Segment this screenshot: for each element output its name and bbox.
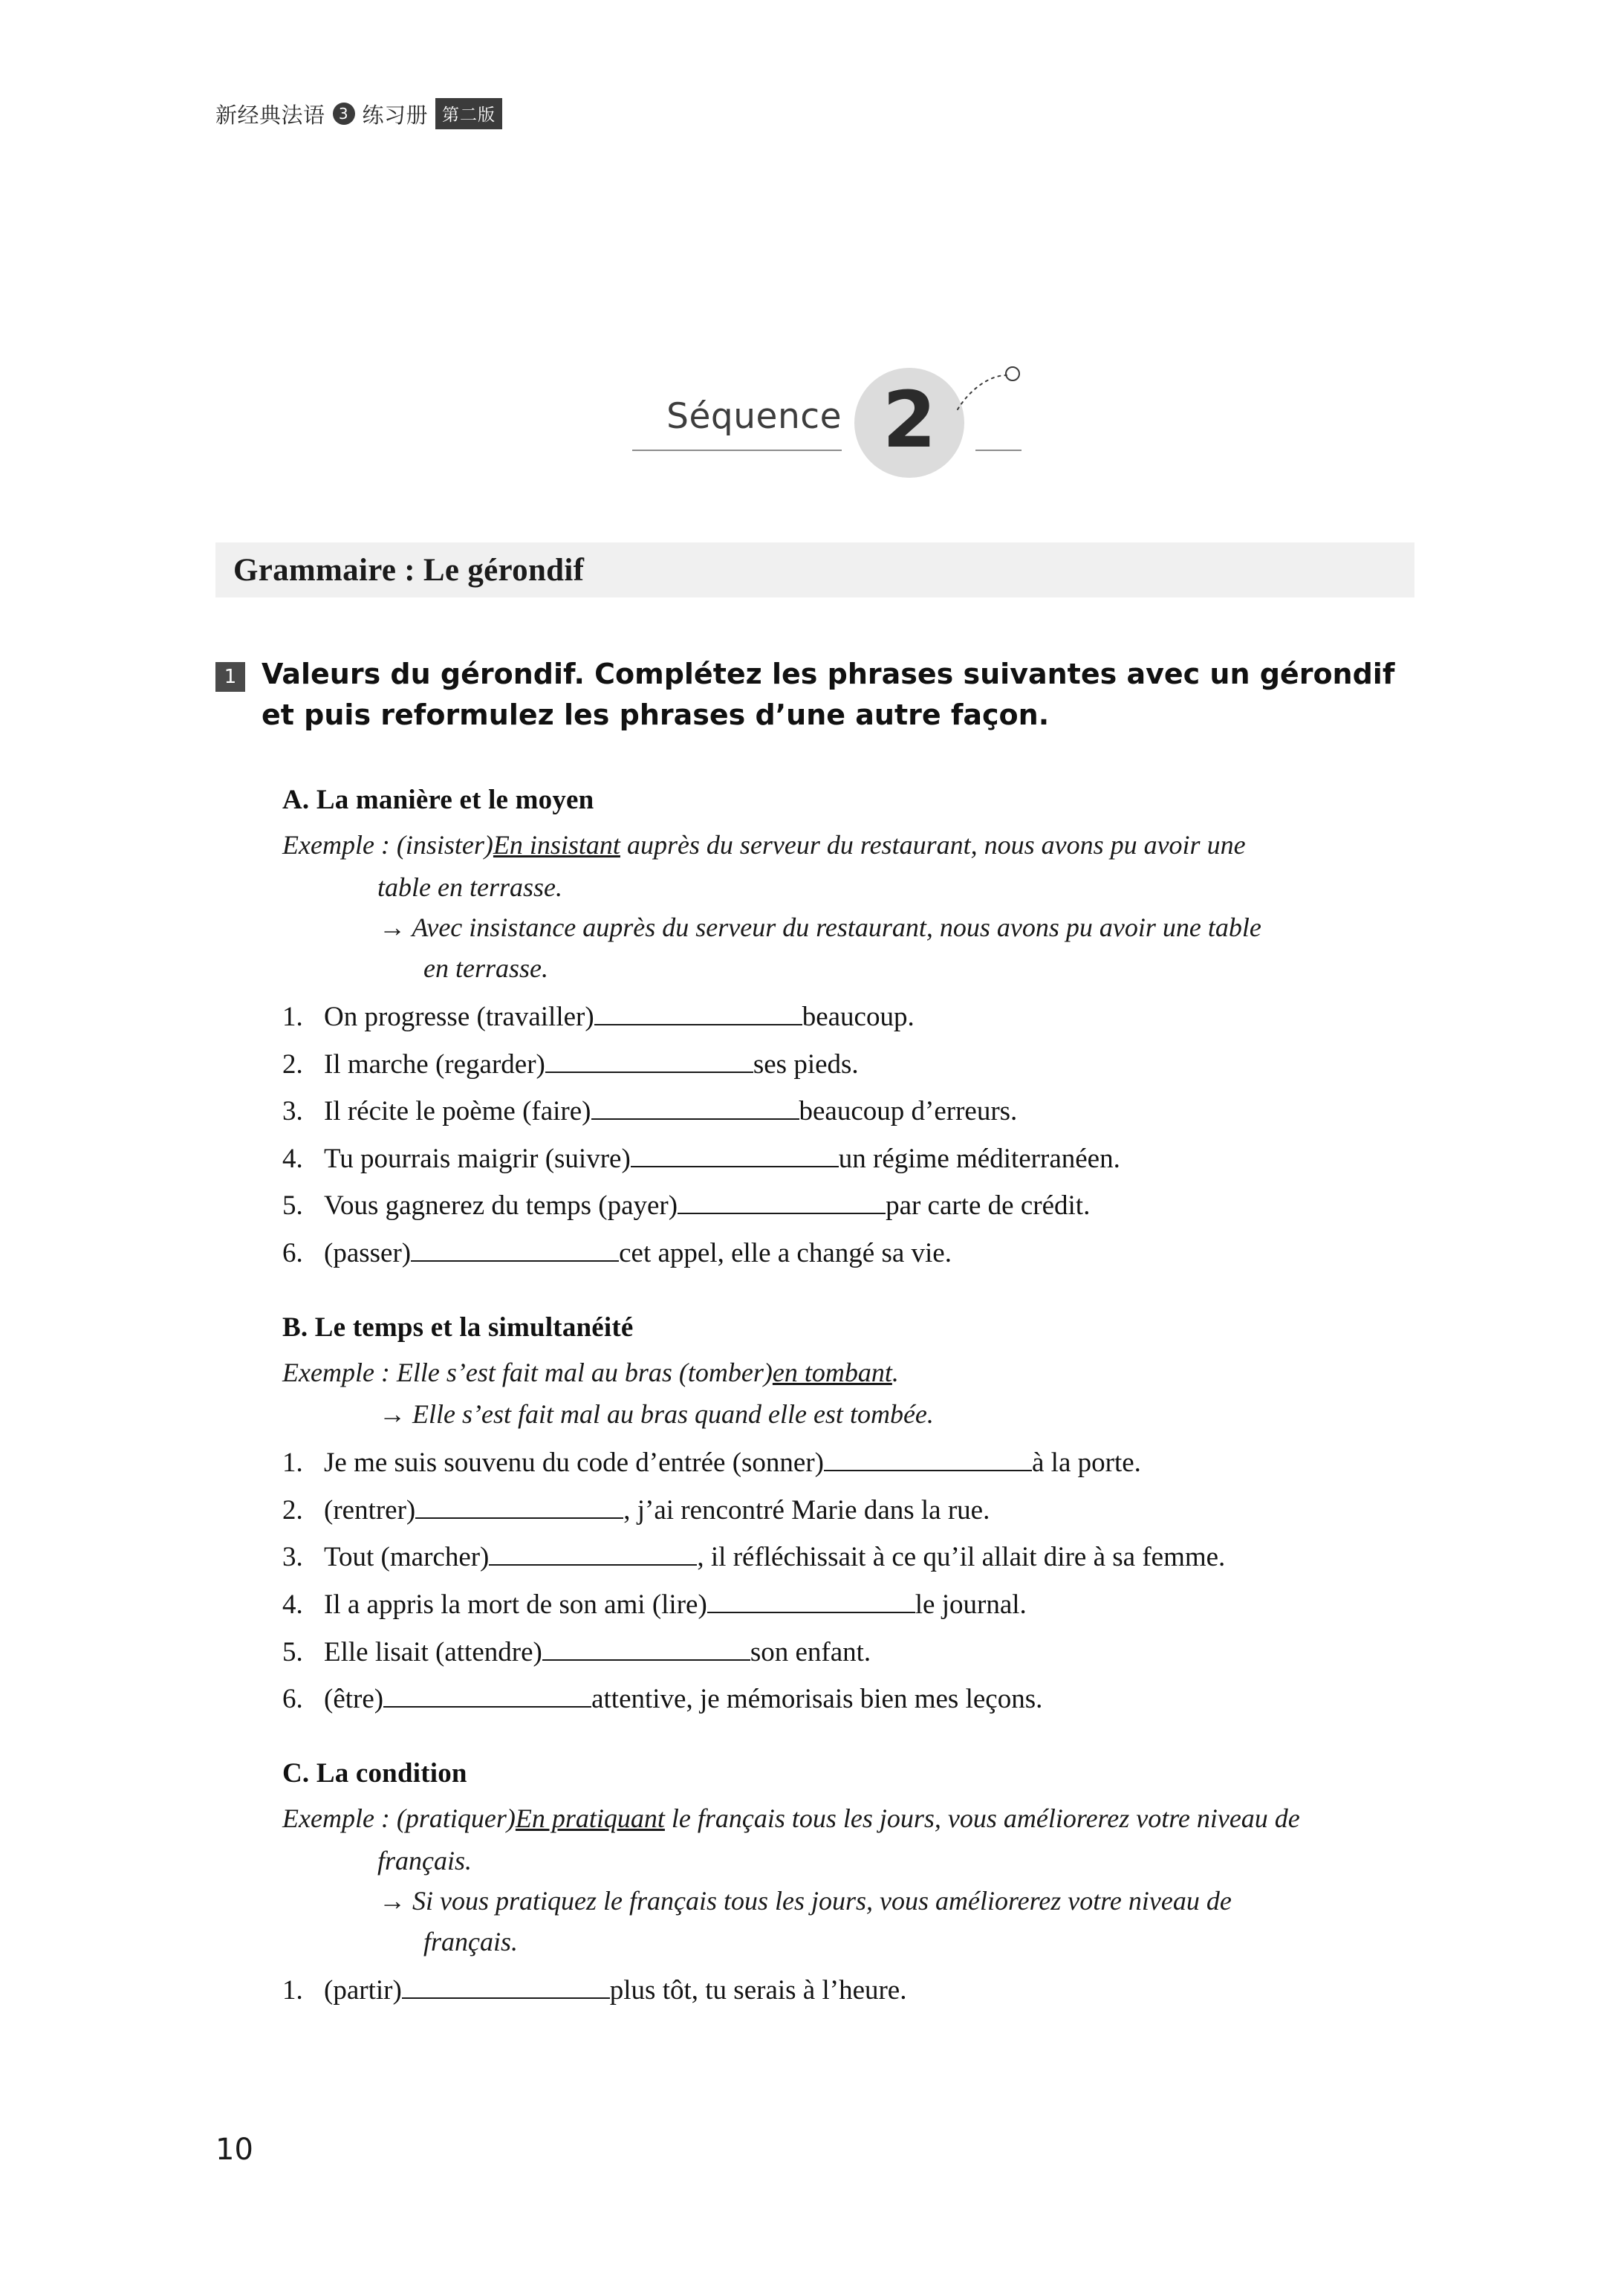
running-head (215, 98, 502, 129)
item-text-after: attentive, je mémorisais bien mes leçons. (591, 1684, 1043, 1715)
item-text-before: (être) (324, 1684, 384, 1715)
section-a-example-rewrite-cont: en terrasse. (423, 953, 548, 984)
item-number: 6. (282, 1684, 303, 1715)
item-text-before: Il marche (regarder) (324, 1048, 545, 1080)
answer-blank[interactable] (631, 1166, 839, 1167)
item-text-after: , j’ai rencontré Marie dans la rue. (623, 1494, 990, 1526)
running-head-volume-badge: 3 (333, 103, 355, 125)
item-text-before: Tu pourrais maigrir (suivre) (324, 1143, 631, 1174)
item-text-after: beaucoup. (802, 1001, 915, 1032)
section-a-example-prefix: Exemple : (insister) (282, 830, 493, 860)
answer-blank[interactable] (824, 1470, 1032, 1471)
answer-blank[interactable] (411, 1260, 619, 1262)
item-number: 5. (282, 1636, 303, 1667)
list-item (282, 1041, 1426, 1089)
section-a-items (282, 993, 1426, 1277)
item-number: 1. (282, 1448, 303, 1479)
item-text-before: On progresse (travailler) (324, 1001, 594, 1032)
answer-blank[interactable] (542, 1659, 750, 1661)
running-head-title: 新经典法语 (215, 102, 325, 128)
section-c-example (282, 1798, 1426, 1839)
item-text-before: Vous gagnerez du temps (payer) (324, 1190, 678, 1222)
section-a-title: A. La manière et le moyen (282, 785, 594, 815)
section-a-example-answer: En insistant (493, 830, 620, 860)
item-text-before: Elle lisait (attendre) (324, 1636, 542, 1667)
item-text-after: un régime méditerranéen. (838, 1143, 1120, 1174)
grammar-section-bar (215, 542, 1414, 597)
item-text-after: par carte de crédit. (886, 1190, 1091, 1222)
section-a-example (282, 825, 1426, 866)
exercise-heading (215, 654, 1419, 736)
list-item (282, 1967, 1426, 2014)
swirl-decoration-icon (953, 365, 1035, 432)
running-head-edition-badge: 第二版 (435, 98, 502, 129)
sequence-rule-left (632, 450, 842, 451)
item-number: 5. (282, 1190, 303, 1222)
list-item (282, 1088, 1426, 1135)
section-b-example-answer: en tombant (772, 1357, 892, 1387)
section-c-example-cont: français. (377, 1845, 472, 1876)
item-text-after: beaucoup d’erreurs. (799, 1096, 1018, 1127)
exercise-number-badge: 1 (215, 662, 245, 692)
item-text-before: Tout (marcher) (324, 1542, 490, 1573)
answer-blank[interactable] (489, 1564, 697, 1566)
section-c (282, 1757, 1426, 2014)
item-text-after: son enfant. (750, 1636, 871, 1667)
item-text-after: plus tôt, tu serais à l’heure. (609, 1974, 907, 2006)
list-item (282, 993, 1426, 1041)
section-c-example-rest: le français tous les jours, vous améliorerez votre niveau de (664, 1803, 1300, 1833)
section-a-example-rewrite: → Avec insistance auprès du serveur du restaurant, nous avons pu avoir une table (379, 912, 1261, 943)
list-item (282, 1629, 1426, 1676)
answer-blank[interactable] (402, 1997, 610, 1999)
item-text-before: Il a appris la mort de son ami (lire) (324, 1589, 707, 1620)
exercise-instruction: Valeurs du gérondif. Complétez les phrases suivantes avec un gérondif et puis reformulez les phrases d’une autre façon. (262, 658, 1395, 732)
section-b-example-prefix: Exemple : Elle s’est fait mal au bras (tomber) (282, 1357, 773, 1387)
item-text-after: cet appel, elle a changé sa vie. (619, 1238, 952, 1268)
sequence-rule-right (975, 450, 1022, 451)
section-c-title: C. La condition (282, 1757, 467, 1789)
answer-blank[interactable] (591, 1118, 799, 1120)
grammar-section-title: Grammaire : Le gérondif (233, 552, 585, 588)
item-text-before: (passer) (324, 1238, 412, 1268)
section-b-items (282, 1439, 1426, 1723)
section-b-example-rewrite: → Elle s’est fait mal au bras quand elle est tombée. (379, 1399, 934, 1430)
list-item (282, 1182, 1426, 1230)
sequence-label: Séquence (666, 396, 842, 437)
item-number: 2. (282, 1494, 303, 1526)
exercise-body (282, 784, 1426, 2018)
answer-blank[interactable] (678, 1213, 886, 1214)
item-text-before: (rentrer) (324, 1494, 416, 1526)
section-a-example-rest: auprès du serveur du restaurant, nous avons pu avoir une (620, 830, 1246, 860)
item-text-before: Je me suis souvenu du code d’entrée (sonner) (324, 1448, 824, 1479)
item-number: 3. (282, 1096, 303, 1127)
answer-blank[interactable] (707, 1612, 915, 1613)
item-number: 1. (282, 1001, 303, 1032)
item-text-after: ses pieds. (753, 1048, 859, 1080)
list-item (282, 1534, 1426, 1581)
list-item (282, 1581, 1426, 1629)
item-number: 4. (282, 1143, 303, 1174)
list-item (282, 1230, 1426, 1277)
list-item (282, 1439, 1426, 1487)
sequence-header (0, 368, 1624, 487)
list-item (282, 1487, 1426, 1534)
sequence-number: 2 (882, 375, 937, 465)
section-c-example-answer: En pratiquant (515, 1803, 665, 1833)
answer-blank[interactable] (594, 1024, 802, 1025)
section-c-items (282, 1967, 1426, 2014)
item-number: 6. (282, 1238, 303, 1268)
page-number: 10 (215, 2133, 253, 2167)
item-number: 4. (282, 1589, 303, 1620)
section-b-example-rest: . (891, 1357, 899, 1387)
section-a (282, 784, 1426, 1277)
item-number: 3. (282, 1542, 303, 1573)
item-text-after: le journal. (915, 1589, 1027, 1620)
item-text-before: Il récite le poème (faire) (324, 1096, 591, 1127)
list-item (282, 1676, 1426, 1723)
section-c-example-prefix: Exemple : (pratiquer) (282, 1803, 516, 1833)
answer-blank[interactable] (545, 1072, 753, 1073)
running-head-book: 练习册 (362, 102, 429, 128)
section-b (282, 1312, 1426, 1723)
answer-blank[interactable] (415, 1517, 623, 1519)
list-item (282, 1135, 1426, 1183)
item-text-after: , il réfléchissait à ce qu’il allait dire à sa femme. (697, 1542, 1226, 1573)
section-a-example-cont: table en terrasse. (377, 872, 562, 902)
item-number: 1. (282, 1974, 303, 2006)
section-c-example-rewrite-cont: français. (423, 1926, 519, 1957)
item-number: 2. (282, 1048, 303, 1080)
section-c-example-rewrite: → Si vous pratiquez le français tous les jours, vous améliorerez votre niveau de (379, 1886, 1232, 1916)
item-text-after: à la porte. (1032, 1448, 1141, 1479)
answer-blank[interactable] (383, 1706, 591, 1708)
section-b-title: B. Le temps et la simultanéité (282, 1312, 634, 1343)
item-text-before: (partir) (324, 1974, 402, 2006)
section-b-example (282, 1352, 1426, 1393)
